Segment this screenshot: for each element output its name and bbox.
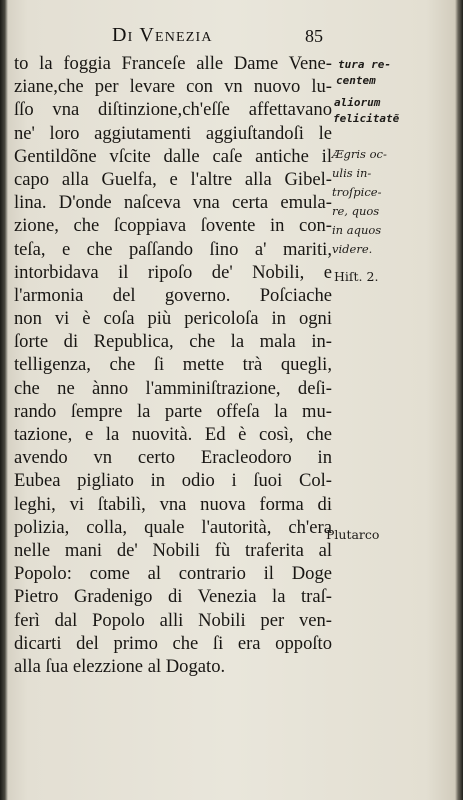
- text-line: teſa, e che paſſando ſino a' mariti,: [14, 238, 332, 260]
- running-head-title: Di Venezia: [112, 24, 213, 46]
- page-edge-shadow: [455, 0, 463, 800]
- text-line: zione, che ſcoppiava ſovente in con-: [14, 215, 332, 237]
- text-line: polizia, colla, quale l'autorità, ch'era: [14, 516, 332, 538]
- text-line: non vi è coſa più pericoloſa in ogni: [14, 308, 332, 330]
- margin-note-citation: re, quos: [332, 204, 380, 218]
- text-line: lina. D'onde naſceva vna certa emula-: [14, 192, 332, 214]
- margin-note-citation: troſpice-: [332, 185, 382, 199]
- text-line: to la foggia Franceſe alle Dame Vene-: [14, 53, 332, 74]
- text-line: nelle mani de' Nobili fù traferita al: [14, 539, 332, 561]
- text-line: avendo vn certo Eracleodoro in: [14, 447, 332, 469]
- text-line: ne' loro aggiutamenti aggiuſtandoſi le: [14, 122, 332, 144]
- text-line: Eubea pigliato in odio i ſuoi Col-: [14, 470, 332, 492]
- text-line: intorbidava il ripoſo de' Nobili, e: [14, 261, 332, 283]
- running-header: [0, 24, 463, 54]
- text-line: Popolo: come al contrario il Doge: [14, 563, 332, 585]
- margin-note-source: Plutarco: [326, 527, 380, 542]
- page-gutter-shadow: [0, 0, 8, 800]
- margin-note-handwritten: aliorum: [334, 96, 381, 109]
- text-line: telligenza, che ſi mette trà quegli,: [14, 354, 332, 376]
- margin-note-reference: Hiſt. 2.: [334, 269, 379, 284]
- text-line: ſorte di Republica, che la mala in-: [14, 331, 332, 353]
- margin-note-handwritten: felicitatẽ: [333, 112, 400, 125]
- margin-note-citation: Ægris oc-: [332, 147, 387, 161]
- text-line-final: alla ſua elezzione al Dogato.: [14, 655, 226, 677]
- text-line: capo alla Guelfa, e l'altre alla Gibel-: [14, 168, 332, 190]
- margin-note-handwritten: tura re-: [338, 58, 391, 71]
- margin-note-handwritten: centem: [336, 74, 376, 87]
- body-text: [14, 52, 332, 678]
- text-line: ziane,che per levare con vn nuovo lu-: [14, 76, 332, 98]
- text-line: Gentildõne vſcite dalle caſe antiche il: [14, 145, 332, 167]
- text-line: Pietro Gradenigo di Venezia la traſ-: [14, 586, 332, 608]
- text-line: che ne ànno l'amminiſtrazione, deſi-: [14, 377, 332, 399]
- margin-note-citation: ulis in-: [332, 166, 372, 180]
- text-line: rando ſempre la parte offeſa la mu-: [14, 400, 332, 422]
- text-line: tazione, e la nuovità. Ed è così, che: [14, 424, 332, 445]
- text-line: leghi, vi ſtabilì, vna nuova forma di: [14, 493, 332, 515]
- text-line: dicarti del primo che ſi era oppoſto: [14, 632, 332, 654]
- text-line: ſſo vna diſtinzione,ch'eſſe affettavano: [14, 99, 332, 121]
- margin-note-citation: videre.: [332, 242, 373, 256]
- text-line: ferì dal Popolo alli Nobili per ven-: [14, 609, 332, 631]
- margin-note-citation: in aquos: [332, 223, 382, 237]
- page-number: 85: [305, 26, 323, 46]
- text-line: l'armonia del governo. Poſciache: [14, 284, 332, 306]
